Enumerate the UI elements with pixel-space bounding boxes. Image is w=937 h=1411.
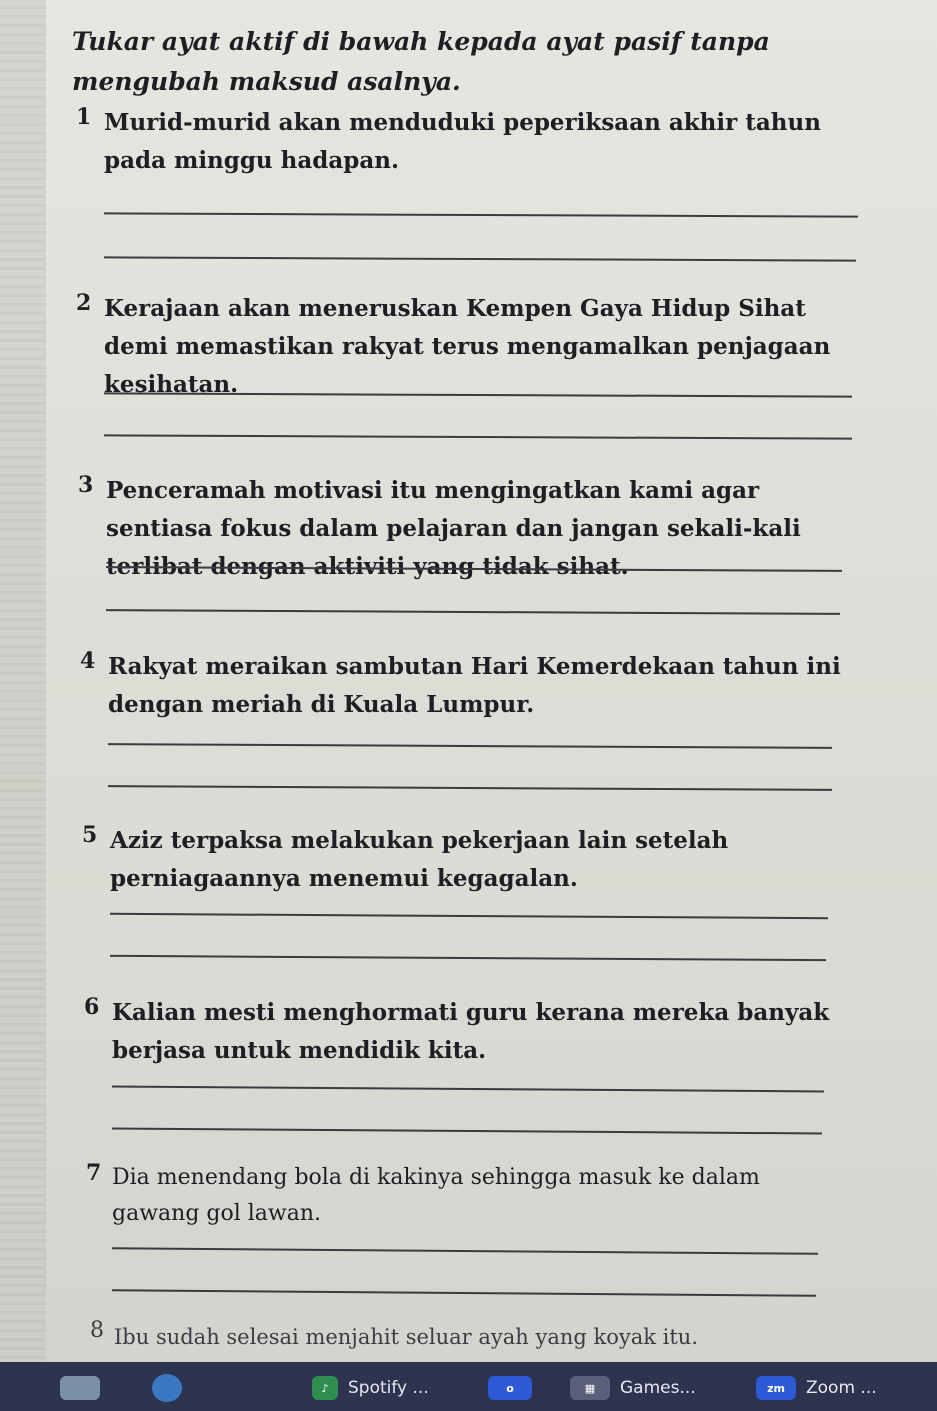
folder-icon <box>60 1376 100 1400</box>
question-text: Ibu sudah selesai menjahit seluar ayah yang koyak itu. <box>114 1325 699 1349</box>
taskbar-app-icon[interactable] <box>60 1374 110 1402</box>
question-text: Penceramah motivasi itu mengingatkan kami agar sentiasa fokus dalam pelajaran dan jangan sekali-kali terlibat dengan aktiviti yang tidak sihat. <box>106 477 801 580</box>
question-text: Rakyat meraikan sambutan Hari Kemerdekaan tahun ini dengan meriah di Kuala Lumpur. <box>108 653 841 718</box>
question-number: 2 <box>76 290 92 316</box>
question-text: Kerajaan akan meneruskan Kempen Gaya Hidup Sihat demi memastikan rakyat terus mengamalkan penjagaan kesihatan. <box>104 295 831 398</box>
taskbar-games[interactable] <box>570 1374 696 1402</box>
answer-line[interactable] <box>112 1289 816 1297</box>
taskbar-zoom[interactable] <box>756 1374 877 1402</box>
question-number: 8 <box>90 1318 104 1343</box>
answer-line[interactable] <box>112 1086 824 1093</box>
question-number: 4 <box>80 648 96 674</box>
question-number: 5 <box>82 822 98 848</box>
taskbar-label: Spotify ... <box>348 1378 429 1398</box>
taskbar-label: Games... <box>620 1378 696 1398</box>
answer-line[interactable] <box>110 913 828 919</box>
question-text: Dia menendang bola di kakinya sehingga masuk ke dalam gawang gol lawan. <box>112 1165 760 1226</box>
app-icon: o <box>488 1376 532 1400</box>
question-text: Aziz terpaksa melakukan pekerjaan lain setelah perniagaannya menemui kegagalan. <box>110 827 729 892</box>
games-icon: ▦ <box>570 1376 610 1400</box>
answer-line[interactable] <box>104 434 852 439</box>
browser-icon <box>152 1374 182 1402</box>
answer-line[interactable] <box>108 785 832 791</box>
taskbar <box>0 1362 937 1411</box>
answer-line[interactable] <box>104 212 858 217</box>
taskbar-app-icon[interactable] <box>152 1374 192 1402</box>
question-text: Murid-murid akan menduduki peperiksaan akhir tahun pada minggu hadapan. <box>104 109 821 174</box>
answer-line[interactable] <box>110 955 826 961</box>
question-number: 7 <box>86 1160 102 1186</box>
question-number: 1 <box>76 104 92 130</box>
answer-line[interactable] <box>112 1128 822 1135</box>
binding-edge <box>0 0 46 1362</box>
question-text: Kalian mesti menghormati guru kerana mereka banyak berjasa untuk mendidik kita. <box>112 999 830 1064</box>
instruction-text: Tukar ayat aktif di bawah kepada ayat pasif tanpa mengubah maksud asalnya. <box>72 27 770 96</box>
spotify-icon: ♪ <box>312 1376 338 1400</box>
answer-line[interactable] <box>108 743 832 749</box>
taskbar-app-icon[interactable] <box>488 1374 542 1402</box>
answer-line[interactable] <box>106 609 840 615</box>
zoom-icon: zm <box>756 1376 796 1400</box>
answer-line[interactable] <box>112 1247 818 1255</box>
question-number: 3 <box>78 472 94 498</box>
taskbar-spotify[interactable] <box>312 1374 429 1402</box>
question-number: 6 <box>84 994 100 1020</box>
taskbar-label: Zoom ... <box>806 1378 877 1398</box>
answer-line[interactable] <box>104 256 856 261</box>
